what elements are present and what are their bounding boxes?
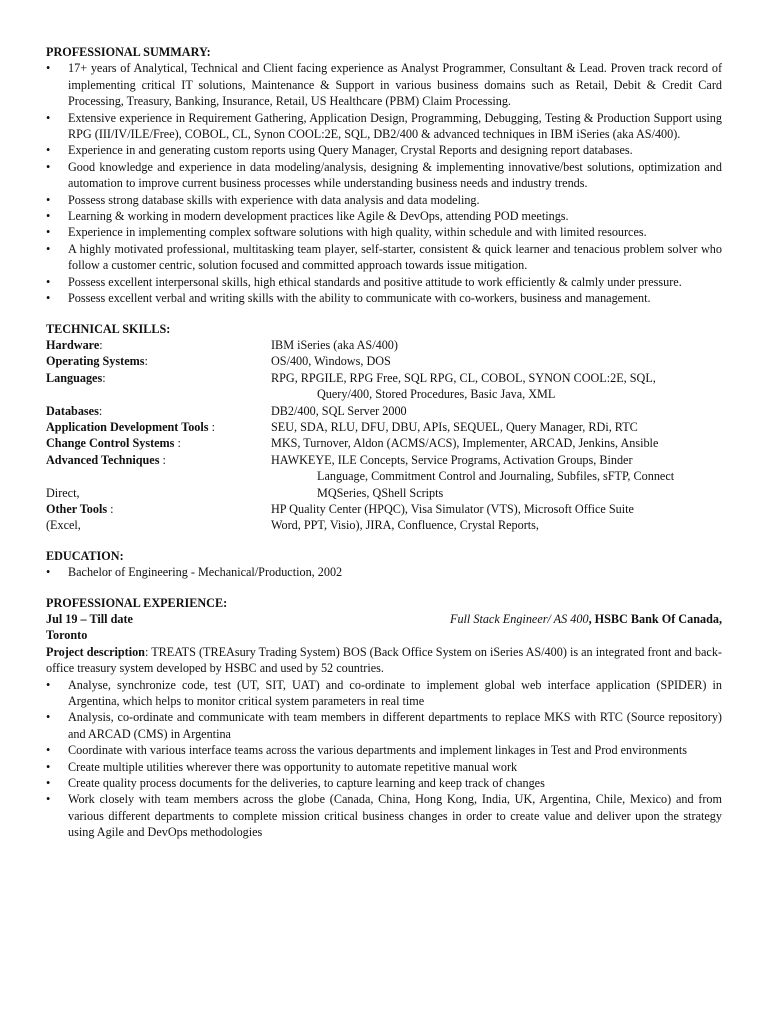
job-location: Toronto [46,628,88,643]
summary-item: • A highly motivated professional, multitasking team player, self-starter, consistent & quick learner and tenacious problem solver who follow a customer centric, solution focused and committed approach towards issue mitigation. [46,241,722,274]
experience-list [46,677,722,841]
skill-label [46,403,271,419]
skill-label [46,337,271,353]
skill-colon: : [107,501,114,516]
experience-item: • Create multiple utilities wherever there was opportunity to automate repetitive manual work [46,759,722,775]
skill-value: HP Quality Center (HPQC), Visa Simulator (VTS), Microsoft Office Suite [271,501,634,516]
skill-label [46,501,271,517]
experience-item: • Analysis, co-ordinate and communicate with team members in different departments to replace MKS with RTC (Source repository) and ARCAD (CMS) in Argentina [46,709,722,742]
skill-label-text: Other Tools [46,501,108,516]
skill-value [271,485,722,501]
skill-label [46,353,271,369]
job-header [46,611,722,627]
skill-colon: : [159,452,166,467]
summary-heading: PROFESSIONAL SUMMARY: [46,45,211,59]
experience-item: • Analyse, synchronize code, test (UT, SIT, UAT) and co-ordinate to implement global web interface application (SPIDER) in Argentina, which helps to monitor critical system parameters in real time [46,677,722,710]
project-label: Project description [46,644,145,659]
skill-colon: : [174,436,181,451]
job-company: , HSBC Bank Of Canada, [588,612,722,626]
skill-label-text: Hardware [46,337,100,352]
skill-value-line: RPG, RPGILE, RPG Free, SQL RPG, CL, COBOL, SYNON COOL:2E, SQL, [271,370,656,385]
summary-item: • Possess strong database skills with experience with data analysis and data modeling. [46,192,722,208]
skill-label-text: Application Development Tools [46,419,209,434]
job-title: Full Stack Engineer/ AS 400 [450,612,589,626]
skill-value: OS/400, Windows, DOS [271,354,391,369]
skill-value: DB2/400, SQL Server 2000 [271,403,407,418]
skill-colon: : [102,370,106,385]
experience-item: • Work closely with team members across the globe (Canada, China, Hong Kong, India, UK, Argentina, Chile, Mexico) and from various different departments to complete mission critical business changes in order to create value and deliver upon the strategy using Agile and DevOps methodologies [46,791,722,840]
skill-value: SEU, SDA, RLU, DFU, DBU, APIs, SEQUEL, Query Manager, RDi, RTC [271,419,638,434]
summary-item: • Possess excellent verbal and writing skills with the ability to communicate with co-workers, business and management. [46,290,722,306]
skill-colon: : [208,419,215,434]
skill-colon: : [144,354,148,369]
skill-value-continuation: MQSeries, QShell Scripts [317,485,444,500]
skill-label [46,435,271,451]
experience-item: • Create quality process documents for the deliveries, to capture learning and keep track of changes [46,775,722,791]
summary-item: • Experience in and generating custom reports using Query Manager, Crystal Reports and designing report databases. [46,142,722,158]
skill-label-text: Databases [46,403,99,418]
skill-label [46,370,271,403]
skill-value: IBM iSeries (aka AS/400) [271,337,398,352]
skill-colon: : [98,403,103,418]
skill-colon: : [99,337,103,352]
summary-item: • Experience in implementing complex software solutions with high quality, within schedule and with limited resources. [46,224,722,240]
skill-label [46,419,271,435]
job-date: Jul 19 – Till date [46,612,133,626]
section-spacer [46,581,722,595]
project-text: : TREATS (TREAsury Trading System) BOS (Back Office System on iSeries AS/400) is an integrated front and back-office treasury system developed by HSBC and used by 52 countries. [46,644,722,676]
skill-value: Word, PPT, Visio), JIRA, Confluence, Crystal Reports, [271,518,539,533]
summary-list [46,60,722,306]
skill-stray-text: (Excel, [46,518,81,533]
skill-value-line: HAWKEYE, ILE Concepts, Service Programs, Activation Groups, Binder [271,452,633,467]
education-heading: EDUCATION: [46,548,124,563]
skill-value [271,452,722,485]
skill-value-continuation: Language, Commitment Control and Journaling, Subfiles, sFTP, Connect [317,469,675,484]
job-role [450,611,722,627]
summary-item: • Good knowledge and experience in data modeling/analysis, designing & implementing innovative/best solutions, optimization and automation to improve current business processes while understanding business needs and industry trends. [46,159,722,192]
skill-value [271,370,722,403]
summary-item: • Possess excellent interpersonal skills, high ethical standards and positive attitude to work efficiently & calmly under pressure. [46,274,722,290]
skill-label-text: Operating Systems [46,354,145,369]
education-list [46,564,722,580]
summary-item: • Extensive experience in Requirement Gathering, Application Design, Programming, Debugging, Testing & Production Support using RPG (III/IV/ILE/Free), COBOL, CL, Synon COOL:2E, SQL, DB2/400 & advanced techniques in IBM iSeries (aka AS/400). [46,110,722,143]
project-description [46,644,722,677]
education-item: • Bachelor of Engineering - Mechanical/Production, 2002 [46,564,722,580]
skill-value: MKS, Turnover, Aldon (ACMS/ACS), Implementer, ARCAD, Jenkins, Ansible [271,436,659,451]
experience-item: • Coordinate with various interface teams across the various departments and implement linkages in Test and Prod environments [46,742,722,758]
skill-value-continuation: Query/400, Stored Procedures, Basic Java, XML [317,387,556,402]
skill-label-text: Languages [46,370,103,385]
summary-item: • 17+ years of Analytical, Technical and Client facing experience as Analyst Programmer, Consultant & Lead. Proven track record of implementing critical IT solutions, Maintenance & Support in various business domains such as Retail, Debit & Credit Card Processing, Treasury, Banking, Insurance, Retail, US Healthcare (PBM) Claim Processing. [46,60,722,109]
section-spacer [46,307,722,321]
experience-heading: PROFESSIONAL EXPERIENCE: [46,595,228,610]
skills-heading: TECHNICAL SKILLS: [46,321,171,336]
skills-table [46,337,722,534]
section-spacer [46,534,722,548]
skill-stray-text: Direct, [46,485,80,500]
skill-label-text: Advanced Techniques [46,452,160,467]
skill-label [46,452,271,485]
resume-content [46,44,722,841]
skill-label-text: Change Control Systems [46,436,175,451]
summary-item: • Learning & working in modern development practices like Agile & DevOps, attending POD meetings. [46,208,722,224]
